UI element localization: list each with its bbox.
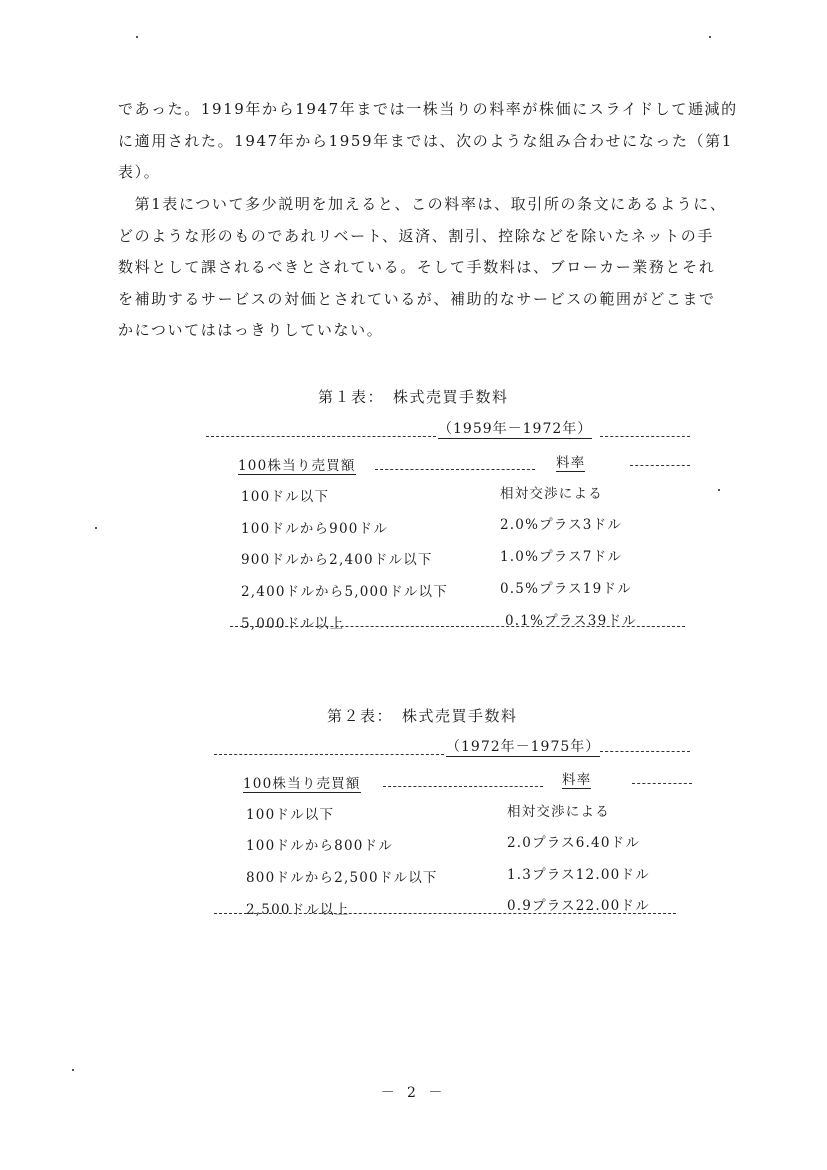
scan-speck [95, 527, 97, 529]
table-1-row-4-rate: 0.5%プラス19ドル [500, 581, 632, 597]
paragraph-line: 第1表について多少説明を加えると、この料率は、取引所の条文にあるように、 [118, 195, 727, 213]
paragraph-line: 数料として課されるべきとされている。そして手数料は、ブローカー業務とそれ [118, 258, 716, 276]
table-1-row-1-amount: 100ドル以下 [241, 489, 330, 505]
table-1-header-amount: 100株当り売買額 [238, 454, 356, 475]
table-2-header-rule [383, 786, 543, 787]
scan-speck [72, 1069, 74, 1071]
table-1-header-rate: 料率 [556, 451, 585, 472]
table-2-title: 第２表： 株式売買手数料 [327, 707, 518, 725]
table-1-row-1-rate: 相対交渉による [500, 486, 603, 502]
table-1-bottom-rule [230, 626, 685, 627]
page-number: － 2 － [380, 1085, 447, 1101]
table-1-header-rule [375, 469, 535, 470]
table-2-row-4-rate: 0.9プラス22.00ドル [507, 898, 650, 914]
table-2-period: （1972年－1975年） [446, 736, 600, 757]
table-1-row-4-amount: 2,400ドルから5,000ドル以下 [241, 584, 448, 600]
table-1-row-2-rate: 2.0%プラス3ドル [500, 517, 622, 533]
scan-speck [709, 36, 711, 38]
table-1-row-5-amount: 5,000ドル以上 [241, 616, 345, 632]
paragraph-line: に適用された。1947年から1959年までは、次のような組み合わせになった（第1 [118, 131, 733, 150]
table-1-header-rule-right [630, 465, 690, 466]
table-2-top-rule-right [600, 751, 690, 752]
table-2-row-4-amount: 2,500ドル以上 [246, 902, 350, 918]
table-1-row-2-amount: 100ドルから900ドル [241, 521, 388, 537]
paragraph-line: を補助するサービスの対価とされているが、補助的なサービスの範囲がどこまで [118, 289, 716, 308]
paragraph-line: であった。1919年から1947年までは一株当りの料率が株価にスライドして逓減的 [118, 100, 738, 118]
table-2-row-2-rate: 2.0プラス6.40ドル [507, 835, 641, 851]
paragraph-line: どのような形のものであれリベート、返済、割引、控除などを除いたネットの手 [118, 226, 714, 245]
table-2-header-rule-right [632, 783, 692, 784]
table-2-top-rule-left [214, 754, 444, 755]
paragraph-line: 表）。 [118, 163, 161, 181]
table-2-header-rate: 料率 [562, 768, 591, 789]
scan-speck [718, 489, 720, 491]
table-2-row-2-amount: 100ドルから800ドル [246, 838, 393, 854]
table-1-title: 第１表： 株式売買手数料 [318, 388, 509, 406]
table-2-header-amount: 100株当り売買額 [243, 772, 361, 793]
table-1-top-rule-left [206, 436, 436, 437]
table-1-top-rule-right [600, 436, 690, 437]
paragraph-1 [118, 94, 738, 189]
table-2-row-3-amount: 800ドルから2,500ドル以下 [246, 870, 438, 886]
table-2-row-1-amount: 100ドル以下 [246, 807, 335, 823]
table-1-period: （1959年－1972年） [438, 418, 592, 439]
table-2-bottom-rule [214, 913, 676, 914]
paragraph-line: かについてははっきりしていない。 [118, 321, 384, 339]
table-1-row-5-rate: 0.1%プラス39ドル [505, 613, 637, 629]
table-1-row-3-rate: 1.0%プラス7ドル [500, 549, 622, 565]
table-1-row-3-amount: 900ドルから2,400ドル以下 [241, 552, 433, 568]
paragraph-2 [118, 189, 728, 347]
table-2-row-3-rate: 1.3プラス12.00ドル [507, 867, 650, 883]
table-2-row-1-rate: 相対交渉による [507, 804, 610, 820]
scan-speck [136, 36, 138, 38]
